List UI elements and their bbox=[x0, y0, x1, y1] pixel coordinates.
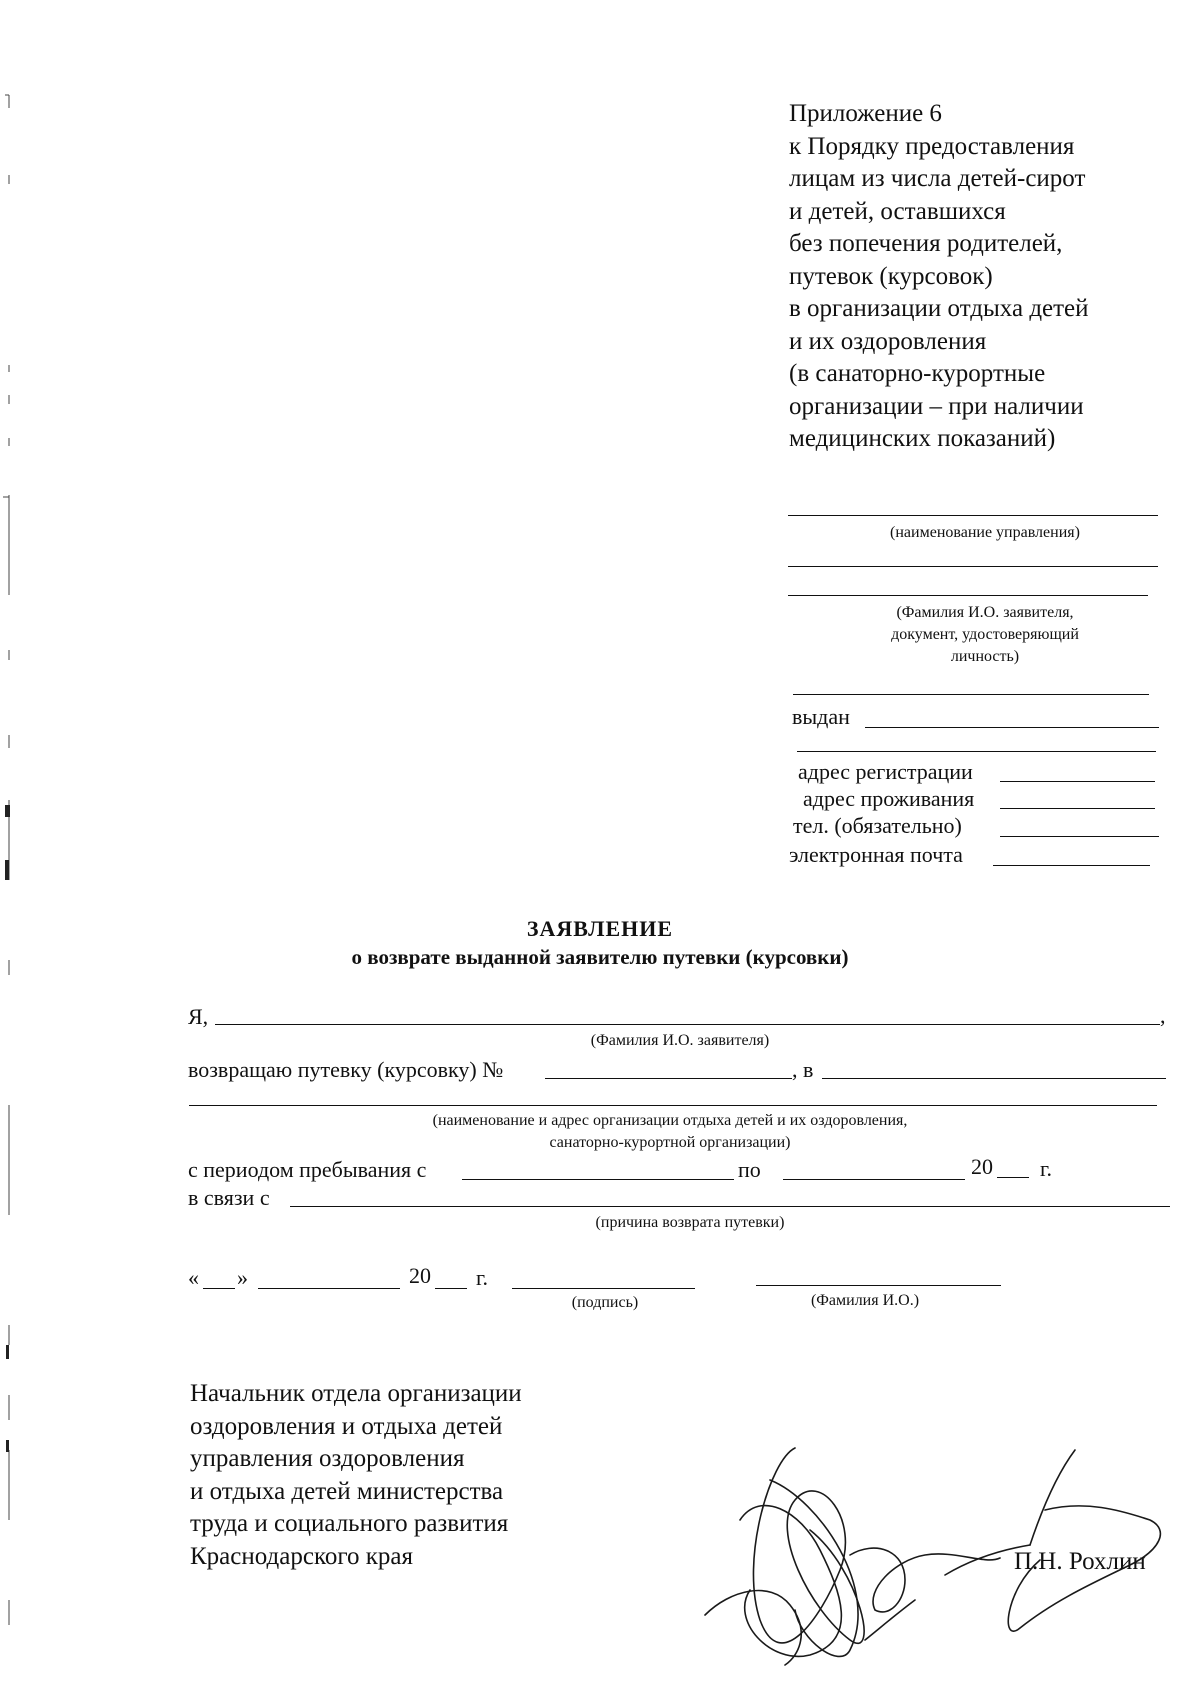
email-label: электронная почта bbox=[789, 842, 963, 867]
date-year-field[interactable] bbox=[435, 1288, 467, 1289]
date-day-field[interactable] bbox=[203, 1288, 235, 1289]
email-field-line[interactable] bbox=[993, 865, 1150, 866]
period-to-field[interactable] bbox=[783, 1179, 965, 1180]
applicant-caption-line: личность) bbox=[950, 648, 1020, 665]
signatory-name: П.Н. Рохлин bbox=[1014, 1548, 1146, 1575]
appendix-line: и их оздоровления bbox=[789, 327, 987, 355]
live-address-field-line[interactable] bbox=[1000, 808, 1155, 809]
scan-edge-artifacts bbox=[0, 0, 18, 1697]
live-address-label: адрес проживания bbox=[803, 786, 975, 811]
issued-field-line-2[interactable] bbox=[797, 751, 1156, 752]
signature-caption: (подпись) bbox=[571, 1294, 639, 1311]
appendix-line: медицинских показаний) bbox=[789, 425, 1056, 452]
appendix-line: путевок (курсовок) bbox=[789, 262, 993, 290]
name-field[interactable] bbox=[756, 1285, 1001, 1286]
organization-field-2[interactable] bbox=[189, 1105, 1157, 1106]
applicant-caption-line: (Фамилия И.О. заявителя, bbox=[896, 604, 1074, 621]
signatory-position-line: труда и социального развития bbox=[190, 1510, 509, 1537]
signatory-position-line: управления оздоровления bbox=[190, 1445, 465, 1472]
year-field[interactable] bbox=[997, 1177, 1029, 1178]
applicant-name-field[interactable] bbox=[215, 1024, 1160, 1025]
applicant-field-line[interactable] bbox=[788, 595, 1148, 596]
period-label: с периодом пребывания с bbox=[188, 1157, 427, 1182]
voucher-number-field[interactable] bbox=[545, 1078, 792, 1079]
organization-caption-line: (наименование и адрес организации отдыха детей и их оздоровления, bbox=[432, 1112, 908, 1129]
date-year-prefix: 20 bbox=[409, 1263, 431, 1288]
organization-caption-line: санаторно-курортной организации) bbox=[549, 1134, 791, 1151]
reason-caption: (причина возврата путевки) bbox=[595, 1214, 785, 1231]
document-title: ЗАЯВЛЕНИЕ bbox=[526, 916, 674, 941]
applicant-caption-line: документ, удостоверяющий bbox=[891, 626, 1079, 643]
appendix-line: и детей, оставшихся bbox=[789, 197, 1006, 225]
appendix-line: организации – при наличии bbox=[789, 392, 1084, 420]
signatory-position-line: Краснодарского края bbox=[190, 1542, 413, 1570]
name-caption: (Фамилия И.О.) bbox=[810, 1292, 920, 1309]
reason-field[interactable] bbox=[290, 1206, 1170, 1207]
applicant-field-line-2[interactable] bbox=[793, 694, 1149, 695]
department-caption: (наименование управления) bbox=[890, 524, 1080, 541]
signatory-position-line: и отдыха детей министерства bbox=[190, 1477, 504, 1505]
appendix-line: (в санаторно-курортные bbox=[789, 360, 1046, 387]
comma-mark: , bbox=[1160, 1003, 1166, 1028]
reg-address-label: адрес регистрации bbox=[798, 759, 973, 784]
appendix-line: Приложение 6 bbox=[789, 100, 942, 127]
to-label: по bbox=[738, 1157, 761, 1182]
date-close-quote: » bbox=[237, 1265, 248, 1290]
document-subtitle: о возврате выданной заявителю путевки (курсовки) bbox=[351, 945, 849, 969]
date-year-suffix: г. bbox=[476, 1265, 489, 1290]
applicant-caption bbox=[800, 602, 1170, 668]
appendix-line: без попечения родителей, bbox=[789, 230, 1063, 257]
period-from-field[interactable] bbox=[462, 1179, 734, 1180]
date-month-field[interactable] bbox=[258, 1288, 400, 1289]
phone-field-line[interactable] bbox=[1000, 836, 1159, 837]
year-suffix: г. bbox=[1040, 1156, 1053, 1181]
appendix-reference bbox=[789, 98, 1159, 456]
i-label: Я, bbox=[188, 1004, 209, 1029]
organization-field[interactable] bbox=[822, 1078, 1166, 1079]
year-prefix: 20 bbox=[971, 1154, 993, 1179]
appendix-line: в организации отдыха детей bbox=[789, 295, 1089, 322]
issued-label: выдан bbox=[792, 704, 850, 729]
issued-field-line[interactable] bbox=[865, 727, 1159, 728]
department-field-line-2[interactable] bbox=[788, 566, 1158, 567]
department-field-line[interactable] bbox=[788, 515, 1158, 516]
reg-address-field-line[interactable] bbox=[1000, 781, 1155, 782]
organization-caption bbox=[280, 1110, 1060, 1154]
return-label: возвращаю путевку (курсовку) № bbox=[188, 1057, 504, 1082]
appendix-line: лицам из числа детей-сирот bbox=[789, 165, 1086, 192]
signature-field[interactable] bbox=[512, 1288, 695, 1289]
signatory-position-line: Начальник отдела организации bbox=[190, 1380, 522, 1407]
reason-label: в связи с bbox=[188, 1185, 270, 1210]
applicant-name-caption: (Фамилия И.О. заявителя) bbox=[590, 1032, 770, 1049]
phone-label: тел. (обязательно) bbox=[793, 813, 962, 838]
signatory-position-line: оздоровления и отдыха детей bbox=[190, 1412, 503, 1440]
date-open-quote: « bbox=[188, 1265, 199, 1290]
signatory-position bbox=[190, 1378, 522, 1573]
appendix-line: к Порядку предоставления bbox=[789, 132, 1075, 160]
in-label: , в bbox=[792, 1057, 814, 1082]
